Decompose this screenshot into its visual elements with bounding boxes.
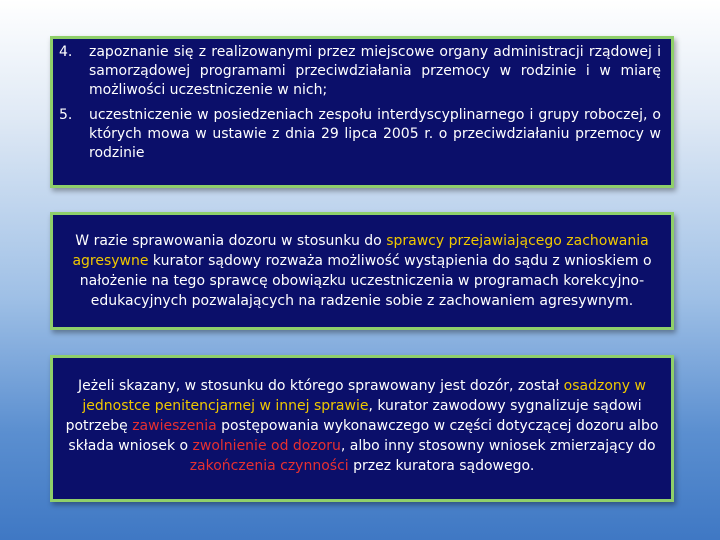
text-segment: W razie sprawowania dozoru w stosunku do bbox=[75, 233, 387, 249]
text-segment: przez kuratora sądowego. bbox=[348, 458, 535, 474]
list-item-number: 5. bbox=[59, 107, 73, 123]
text-segment: , albo inny stosowny wniosek zmierzający do bbox=[340, 438, 656, 454]
list-item-number: 4. bbox=[59, 44, 73, 60]
imprisoned-convict-paragraph bbox=[63, 376, 661, 476]
aggressive-offender-box bbox=[50, 212, 674, 330]
highlight-imprisoned: osadzony w jednostce penitencjarnej w innej sprawie bbox=[82, 378, 646, 414]
text-segment: Jeżeli skazany, w stosunku do którego sprawowany jest dozór, został bbox=[78, 378, 564, 394]
list-item bbox=[59, 43, 661, 100]
highlight-suspension: zawieszenia bbox=[132, 418, 217, 434]
highlight-termination: zakończenia czynności bbox=[189, 458, 349, 474]
imprisoned-convict-box bbox=[50, 355, 674, 502]
text-segment: kurator sądowy rozważa możliwość wystąpienia do sądu z wnioskiem o nałożenie na tego sprawcę obowiązku uczestniczenia w programach korekcyjno-edukacyjnych pozwalających na radzenie sobie z zachowaniem agresywnym. bbox=[79, 253, 652, 309]
text-segment: , kurator zawodowy sygnalizuje sądowi potrzebę bbox=[65, 398, 642, 434]
aggressive-offender-paragraph bbox=[63, 231, 661, 311]
highlight-aggressive-offender: sprawcy przejawiającego zachowania agresywne bbox=[72, 233, 649, 269]
list-item bbox=[59, 106, 661, 163]
highlight-release: zwolnienie od dozoru bbox=[192, 438, 341, 454]
list-item-text: zapoznanie się z realizowanymi przez miejscowe organy administracji rządowej i samorządowej programami przeciwdziałania przemocy w rodzinie i w miarę możliwości uczestniczenie w nich; bbox=[89, 44, 661, 98]
text-segment: postępowania wykonawczego w części dotyczącej dozoru albo składa wniosek o bbox=[68, 418, 659, 454]
list-box bbox=[50, 36, 674, 188]
list-item-text: uczestniczenie w posiedzeniach zespołu interdyscyplinarnego i grupy roboczej, o których mowa w ustawie z dnia 29 lipca 2005 r. o przeciwdziałaniu przemocy w rodzinie bbox=[89, 107, 661, 161]
